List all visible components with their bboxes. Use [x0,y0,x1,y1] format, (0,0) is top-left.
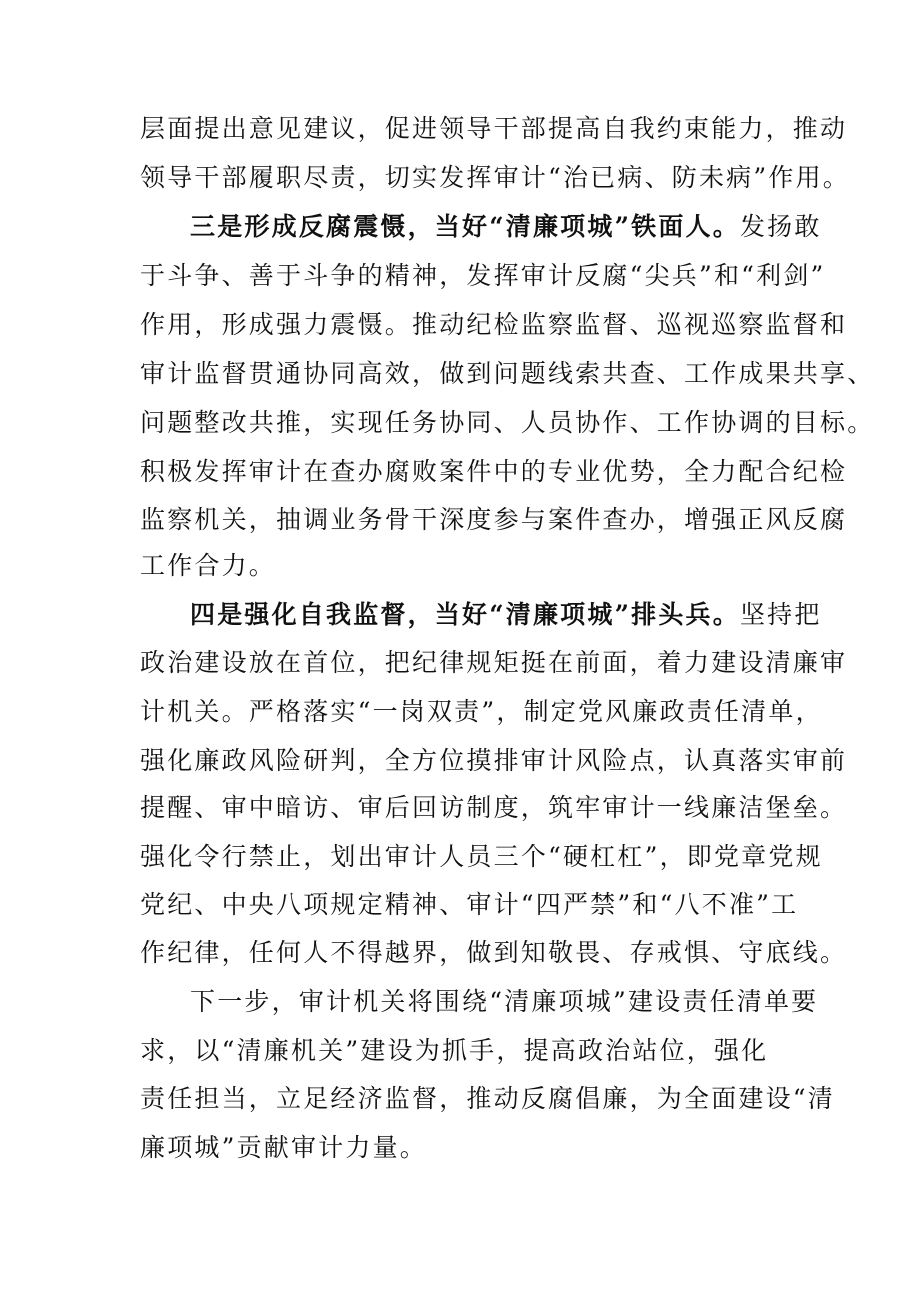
paragraph-3-first-line [190,212,850,242]
text-line: 计机关。严格落实“一岗双责”，制定党风廉政责任清单， [140,697,823,726]
text-line: 于斗争、善于斗争的精神，发挥审计反腐“尖兵”和“利剑” [140,261,826,290]
text-line: 廉项城”贡献审计力量。 [140,1133,427,1162]
paragraph-3-lead: 发扬敢 [739,212,822,241]
text-line: 领导干部履职尽责，切实发挥审计“治已病、防未病”作用。 [140,163,850,192]
text-line: 求，以“清廉机关”建设为抓手，提高政治站位，强化 [140,1036,769,1065]
text-line: 提醒、审中暗访、审后回访制度，筑牢审计一线廉洁堡垒。 [140,793,848,822]
text-line: 工作合力。 [140,551,277,580]
text-line: 作纪律，任何人不得越界，做到知敬畏、存戒惧、守底线。 [140,938,848,967]
paragraph-4-heading: 四是强化自我监督，当好“清廉项城”排头兵。 [190,600,740,629]
text-line: 党纪、中央八项规定精神、审计“四严禁”和“八不准”工 [140,890,799,919]
paragraph-3-heading: 三是形成反腐震慑，当好“清廉项城”铁面人。 [190,212,740,241]
text-line: 政治建设放在首位，把纪律规矩挺在前面，着力建设清廉审 [140,648,848,677]
text-line: 层面提出意见建议，促进领导干部提高自我约束能力，推动 [140,114,848,143]
text-line: 强化廉政风险研判，全方位摸排审计风险点，认真落实审前 [140,746,848,775]
text-line: 责任担当，立足经济监督，推动反腐倡廉，为全面建设“清 [140,1084,835,1113]
text-line: 审计监督贯通协同高效，做到问题线索共查、工作成果共享、 [140,359,875,388]
text-line: 问题整改共推，实现任务协同、人员协作、工作协调的目标。 [140,408,875,437]
paragraph-4-first-line [190,600,850,630]
text-line-indented: 下一步，审计机关将围绕“清廉项城”建设责任清单要 [190,987,819,1016]
text-line: 强化令行禁止，划出审计人员三个“硬杠杠”，即党章党规 [140,842,823,871]
paragraph-4-lead: 坚持把 [739,600,822,629]
text-line: 作用，形成强力震慑。推动纪检监察监督、巡视巡察监督和 [140,310,848,339]
text-line: 积极发挥审计在查办腐败案件中的专业优势，全力配合纪检 [140,457,848,486]
text-line: 监察机关，抽调业务骨干深度参与案件查办，增强正风反腐 [140,505,848,534]
